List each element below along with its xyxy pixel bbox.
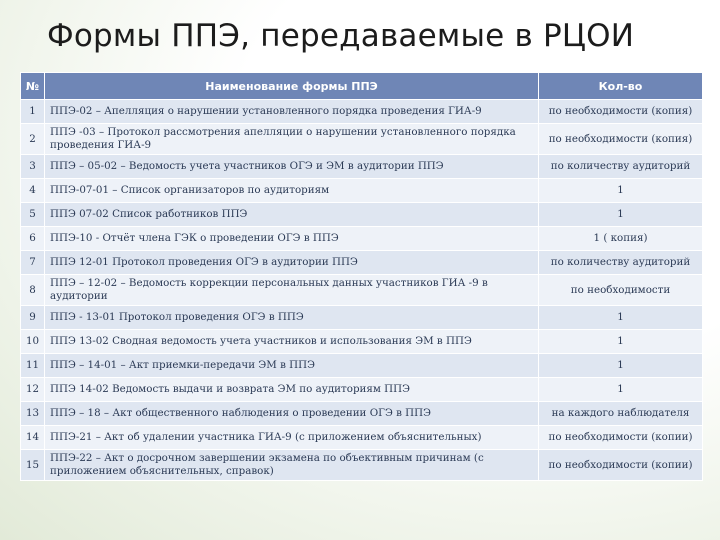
row-form-name: ППЭ 13-02 Сводная ведомость учета участников и использования ЭМ в ППЭ [45,330,539,354]
row-number: 7 [21,251,45,275]
table-row [21,402,703,426]
table-row [21,306,703,330]
row-form-name: ППЭ – 18 – Акт общественного наблюдения о проведении ОГЭ в ППЭ [45,402,539,426]
row-form-name: ППЭ -03 – Протокол рассмотрения апелляции о нарушении установленного порядка проведения ГИА-9 [45,124,539,155]
table-row [21,378,703,402]
row-quantity: 1 [539,378,703,402]
row-quantity: по количеству аудиторий [539,251,703,275]
row-form-name: ППЭ-02 – Апелляция о нарушении установленного порядка проведения ГИА-9 [45,100,539,124]
row-quantity: по необходимости [539,275,703,306]
row-form-name: ППЭ-21 – Акт об удалении участника ГИА-9 (с приложением объяснительных) [45,426,539,450]
row-form-name: ППЭ – 05-02 – Ведомость учета участников ОГЭ и ЭМ в аудитории ППЭ [45,155,539,179]
row-number: 9 [21,306,45,330]
table-header-row [21,73,703,100]
table-row [21,124,703,155]
table-row [21,203,703,227]
row-form-name: ППЭ 12-01 Протокол проведения ОГЭ в аудитории ППЭ [45,251,539,275]
row-quantity: по необходимости (копии) [539,450,703,481]
row-number: 1 [21,100,45,124]
row-number: 3 [21,155,45,179]
row-number: 6 [21,227,45,251]
row-quantity: по необходимости (копия) [539,100,703,124]
row-form-name: ППЭ – 12-02 – Ведомость коррекции персональных данных участников ГИА -9 в аудитории [45,275,539,306]
forms-table [20,72,703,481]
table-row [21,450,703,481]
table-row [21,251,703,275]
row-quantity: 1 [539,306,703,330]
row-number: 5 [21,203,45,227]
slide-title: Формы ППЭ, передаваемые в РЦОИ [47,18,635,54]
header-form-name: Наименование формы ППЭ [45,73,539,100]
table-row [21,426,703,450]
row-quantity: 1 [539,354,703,378]
row-form-name: ППЭ-22 – Акт о досрочном завершении экзамена по объективным причинам (с приложением объяснительных, справок) [45,450,539,481]
table-row [21,227,703,251]
row-quantity: по необходимости (копии) [539,426,703,450]
row-number: 11 [21,354,45,378]
row-form-name: ППЭ 07-02 Список работников ППЭ [45,203,539,227]
row-quantity: 1 [539,179,703,203]
row-quantity: по необходимости (копия) [539,124,703,155]
row-number: 15 [21,450,45,481]
row-number: 2 [21,124,45,155]
table-row [21,155,703,179]
table-row [21,354,703,378]
row-number: 8 [21,275,45,306]
row-quantity: 1 [539,203,703,227]
row-form-name: ППЭ-07-01 – Список организаторов по аудиториям [45,179,539,203]
table-row [21,330,703,354]
row-quantity: 1 ( копия) [539,227,703,251]
table-row [21,179,703,203]
header-number: № [21,73,45,100]
row-quantity: 1 [539,330,703,354]
row-number: 13 [21,402,45,426]
row-number: 14 [21,426,45,450]
row-form-name: ППЭ 14-02 Ведомость выдачи и возврата ЭМ по аудиториям ППЭ [45,378,539,402]
row-form-name: ППЭ - 13-01 Протокол проведения ОГЭ в ППЭ [45,306,539,330]
row-form-name: ППЭ – 14-01 – Акт приемки-передачи ЭМ в ППЭ [45,354,539,378]
table-row [21,275,703,306]
table-row [21,100,703,124]
row-quantity: по количеству аудиторий [539,155,703,179]
row-number: 10 [21,330,45,354]
row-quantity: на каждого наблюдателя [539,402,703,426]
row-number: 4 [21,179,45,203]
forms-table-container [20,72,702,481]
row-form-name: ППЭ-10 - Отчёт члена ГЭК о проведении ОГЭ в ППЭ [45,227,539,251]
row-number: 12 [21,378,45,402]
header-quantity: Кол-во [539,73,703,100]
